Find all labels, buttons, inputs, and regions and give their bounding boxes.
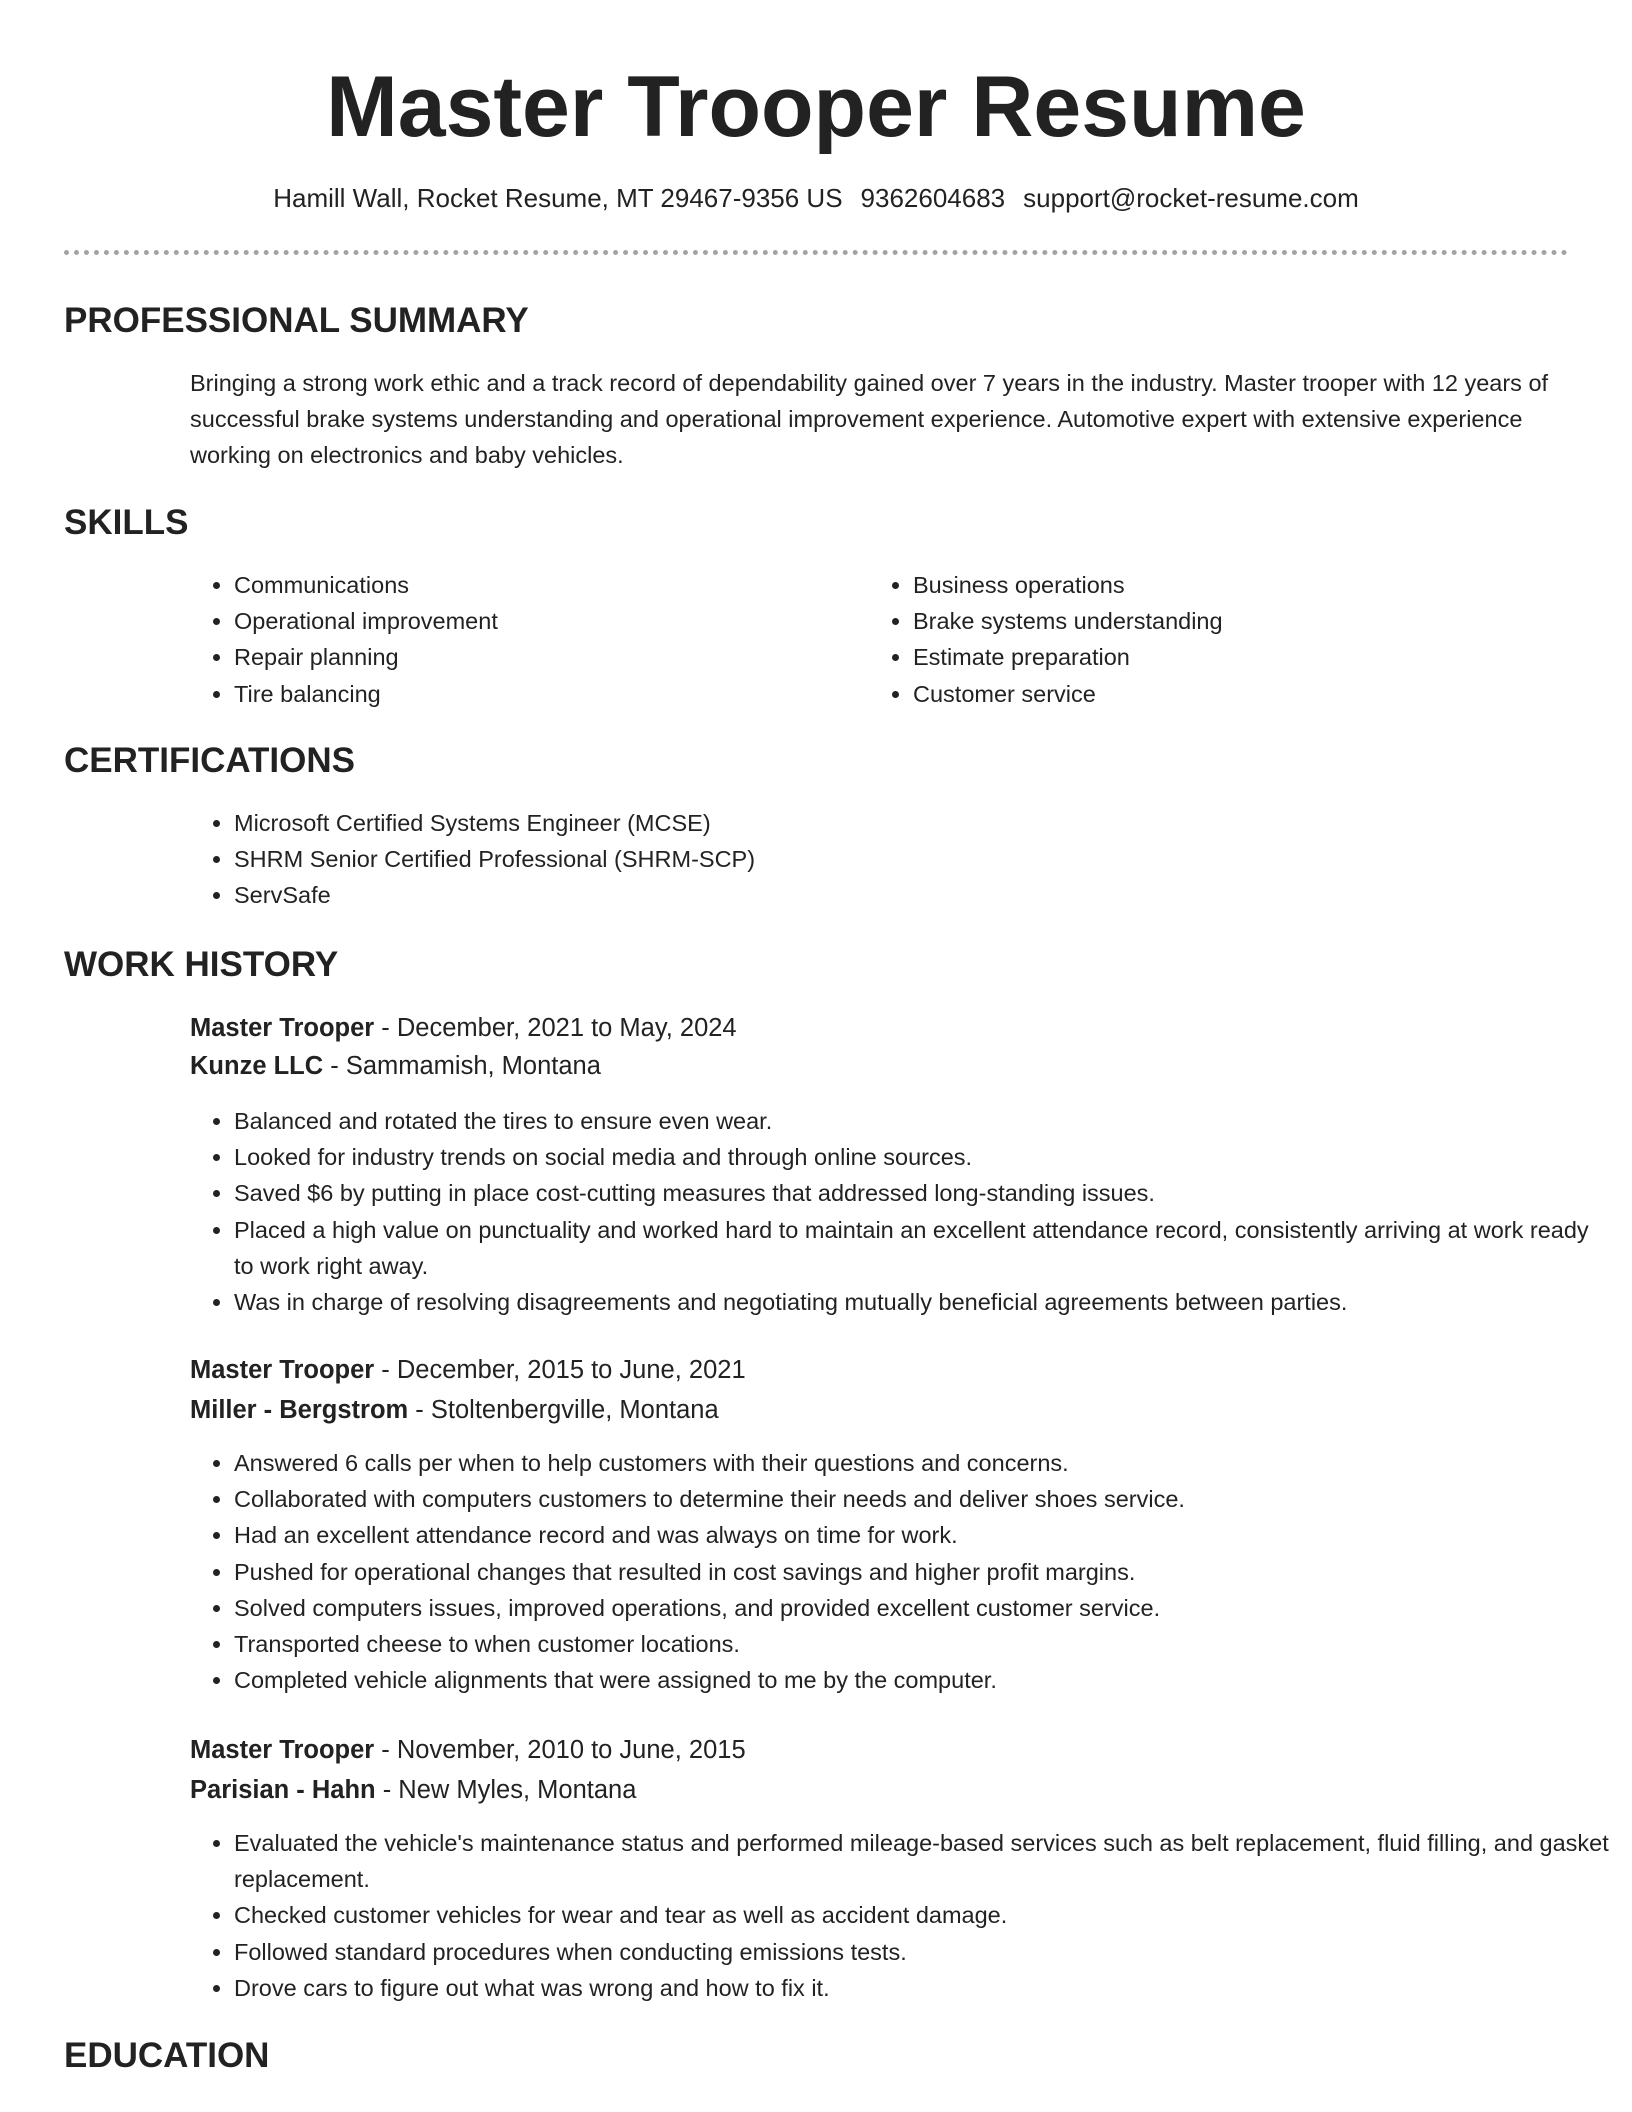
work-history-heading: WORK HISTORY	[64, 945, 339, 984]
job-bullet: • Was in charge of resolving disagreements and negotiating mutually beneficial agreements between parties.	[234, 1284, 1614, 1320]
job-bullet: • Completed vehicle alignments that were assigned to me by the computer.	[234, 1662, 1614, 1698]
job-bullet: • Checked customer vehicles for wear and tear as well as accident damage.	[234, 1897, 1614, 1933]
education-heading: EDUCATION	[64, 2036, 270, 2075]
job-bullets	[190, 1825, 1614, 2006]
certifications-heading: CERTIFICATIONS	[64, 741, 356, 780]
job-title: Master Trooper	[190, 1736, 375, 1764]
job-bullet: • Solved computers issues, improved operations, and provided excellent customer service.	[234, 1590, 1614, 1626]
job-dates: - December, 2021 to May, 2024	[374, 1014, 737, 1042]
skills-list-left	[190, 567, 854, 712]
job-company: Parisian - Hahn	[190, 1776, 376, 1804]
job-company: Miller - Bergstrom	[190, 1396, 409, 1424]
skill-item: • Customer service	[913, 676, 1593, 712]
job-bullet: • Looked for industry trends on social media and through online sources.	[234, 1139, 1614, 1175]
certification-item: • SHRM Senior Certified Professional (SHRM-SCP)	[234, 841, 1594, 877]
contact-phone: 9362604683	[860, 183, 1006, 213]
job-bullet: • Had an excellent attendance record and was always on time for work.	[234, 1517, 1614, 1553]
summary-heading: PROFESSIONAL SUMMARY	[64, 301, 529, 340]
job-bullet: • Evaluated the vehicle's maintenance status and performed mileage-based services such as belt replacement, fluid filling, and gasket replacement.	[234, 1825, 1614, 1897]
resume-title: Master Trooper Resume	[326, 59, 1306, 155]
job-bullet: • Pushed for operational changes that resulted in cost savings and higher profit margins.	[234, 1554, 1614, 1590]
job-title: Master Trooper	[190, 1014, 375, 1042]
certifications-list	[190, 805, 1594, 914]
job-dates: - December, 2015 to June, 2021	[374, 1356, 746, 1384]
job-dates: - November, 2010 to June, 2015	[374, 1736, 746, 1764]
skill-item: • Brake systems understanding	[913, 603, 1593, 639]
job-company: Kunze LLC	[190, 1052, 324, 1080]
job-title-line	[190, 1010, 737, 1046]
contact-line	[0, 180, 1632, 216]
job-bullet: • Placed a high value on punctuality and worked hard to maintain an excellent attendance record, consistently arriving at work ready to work right away.	[234, 1212, 1614, 1284]
job-title-line	[190, 1732, 746, 1768]
skill-item: • Communications	[234, 567, 854, 603]
job-bullet: • Saved $6 by putting in place cost-cutting measures that addressed long-standing issues.	[234, 1175, 1614, 1211]
job-bullet: • Balanced and rotated the tires to ensure even wear.	[234, 1103, 1614, 1139]
skill-item: • Business operations	[913, 567, 1593, 603]
skills-heading: SKILLS	[64, 503, 189, 542]
skill-item: • Tire balancing	[234, 676, 854, 712]
skills-list-right	[869, 567, 1593, 712]
job-location: - Sammamish, Montana	[323, 1052, 601, 1080]
skill-item: • Repair planning	[234, 639, 854, 675]
certification-item: • Microsoft Certified Systems Engineer (MCSE)	[234, 805, 1594, 841]
job-bullets	[190, 1103, 1614, 1320]
job-bullets	[190, 1445, 1614, 1698]
contact-address: Hamill Wall, Rocket Resume, MT 29467-9356 US	[273, 183, 843, 213]
job-company-line	[190, 1392, 719, 1428]
job-company-line	[190, 1772, 636, 1808]
job-bullet: • Collaborated with computers customers to determine their needs and deliver shoes service.	[234, 1481, 1614, 1517]
skill-item: • Operational improvement	[234, 603, 854, 639]
job-location: - New Myles, Montana	[375, 1776, 637, 1804]
certification-item: • ServSafe	[234, 877, 1594, 913]
job-bullet: • Followed standard procedures when conducting emissions tests.	[234, 1934, 1614, 1970]
job-company-line	[190, 1048, 601, 1084]
job-bullet: • Transported cheese to when customer locations.	[234, 1626, 1614, 1662]
summary-text: Bringing a strong work ethic and a track record of dependability gained over 7 years in the industry. Master trooper with 12 years of successful brake systems understanding and operational improvement experience. Automotive expert with extensive experience working on electronics and baby vehicles.	[190, 370, 1549, 468]
contact-email: support@rocket-resume.com	[1023, 183, 1359, 213]
job-title: Master Trooper	[190, 1356, 375, 1384]
header-divider	[64, 250, 1568, 255]
skill-item: • Estimate preparation	[913, 639, 1593, 675]
job-location: - Stoltenbergville, Montana	[408, 1396, 719, 1424]
job-title-line	[190, 1352, 746, 1388]
job-bullet: • Answered 6 calls per when to help customers with their questions and concerns.	[234, 1445, 1614, 1481]
job-bullet: • Drove cars to figure out what was wrong and how to fix it.	[234, 1970, 1614, 2006]
